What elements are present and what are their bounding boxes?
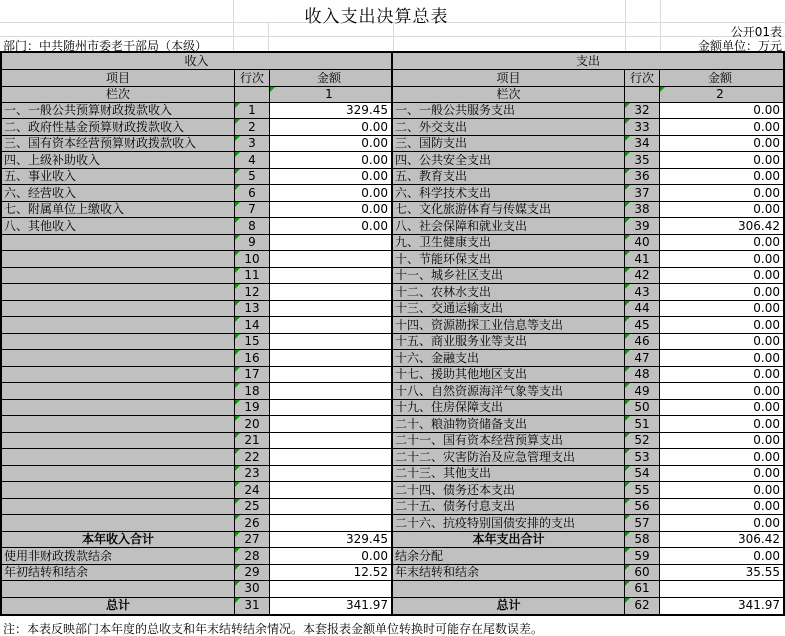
amount-cell[interactable] xyxy=(270,251,391,267)
row-number-cell[interactable]: 48 xyxy=(625,367,660,383)
item-cell[interactable]: 二十、粮油物资储备支出 xyxy=(393,416,625,432)
row-number-cell[interactable]: 29 xyxy=(235,565,270,581)
error-indicator-icon xyxy=(625,268,630,273)
error-indicator-icon xyxy=(235,317,240,322)
item-cell[interactable]: 十九、住房保障支出 xyxy=(393,400,625,416)
row-number-cell[interactable]: 43 xyxy=(625,284,660,300)
error-indicator-icon xyxy=(625,251,630,256)
amount-cell[interactable]: 0.00 xyxy=(270,136,391,152)
row-number-cell[interactable]: 46 xyxy=(625,334,660,350)
item-cell[interactable] xyxy=(2,251,235,267)
error-indicator-icon xyxy=(625,466,630,471)
row-number-cell[interactable]: 15 xyxy=(235,334,270,350)
row-number-cell[interactable]: 11 xyxy=(235,268,270,284)
row-number-cell[interactable]: 1 xyxy=(235,103,270,119)
income-col-item-header[interactable]: 项目 xyxy=(2,70,235,87)
error-indicator-icon xyxy=(625,334,630,339)
item-cell[interactable]: 七、附属单位上缴收入 xyxy=(2,202,235,218)
amount-cell[interactable]: 0.00 xyxy=(660,499,783,515)
row-number-cell[interactable]: 10 xyxy=(235,251,270,267)
row-number-cell[interactable]: 58 xyxy=(625,532,660,548)
error-indicator-icon xyxy=(235,433,240,438)
amount-cell[interactable]: 0.00 xyxy=(270,152,391,168)
item-cell[interactable]: 二十四、债务还本支出 xyxy=(393,482,625,498)
amount-cell[interactable]: 0.00 xyxy=(660,466,783,482)
item-cell[interactable]: 五、事业收入 xyxy=(2,169,235,185)
amount-cell[interactable]: 306.42 xyxy=(660,218,783,234)
amount-cell[interactable]: 329.45 xyxy=(270,532,391,548)
item-cell[interactable]: 十四、资源勘探工业信息等支出 xyxy=(393,317,625,333)
error-indicator-icon xyxy=(235,334,240,339)
item-cell[interactable]: 四、上级补助收入 xyxy=(2,152,235,168)
item-cell[interactable]: 二、外交支出 xyxy=(393,119,625,135)
amount-cell[interactable]: 0.00 xyxy=(660,400,783,416)
row-number-cell[interactable]: 28 xyxy=(235,548,270,564)
error-indicator-icon xyxy=(625,499,630,504)
item-cell[interactable]: 六、经营收入 xyxy=(2,185,235,201)
row-number-cell[interactable]: 19 xyxy=(235,400,270,416)
item-cell[interactable]: 二十二、灾害防治及应急管理支出 xyxy=(393,449,625,465)
error-indicator-icon xyxy=(235,400,240,405)
item-cell[interactable] xyxy=(2,433,235,449)
amount-cell[interactable]: 0.00 xyxy=(660,383,783,399)
row-number-cell[interactable]: 8 xyxy=(235,218,270,234)
error-indicator-icon xyxy=(235,169,240,174)
item-cell[interactable]: 二十三、其他支出 xyxy=(393,466,625,482)
amount-cell[interactable]: 0.00 xyxy=(660,119,783,135)
row-number-cell[interactable]: 49 xyxy=(625,383,660,399)
row-number-cell[interactable]: 44 xyxy=(625,301,660,317)
income-lanci-row-cell[interactable] xyxy=(235,87,270,103)
amount-cell[interactable]: 0.00 xyxy=(270,169,391,185)
amount-cell[interactable] xyxy=(270,334,391,350)
amount-cell[interactable] xyxy=(270,482,391,498)
error-indicator-icon xyxy=(235,301,240,306)
row-number-cell[interactable]: 25 xyxy=(235,499,270,515)
amount-cell[interactable] xyxy=(270,383,391,399)
row-number-cell[interactable]: 35 xyxy=(625,152,660,168)
error-indicator-icon xyxy=(235,499,240,504)
error-indicator-icon xyxy=(625,565,630,570)
amount-cell[interactable] xyxy=(270,466,391,482)
expense-col-item-header[interactable]: 项目 xyxy=(393,70,625,87)
amount-cell[interactable]: 0.00 xyxy=(660,185,783,201)
row-number-cell[interactable]: 56 xyxy=(625,499,660,515)
row-number-cell[interactable]: 57 xyxy=(625,515,660,531)
amount-cell[interactable]: 0.00 xyxy=(270,202,391,218)
row-number-cell[interactable]: 14 xyxy=(235,317,270,333)
item-cell[interactable]: 总计 xyxy=(393,598,625,614)
row-number-cell[interactable]: 41 xyxy=(625,251,660,267)
row-number-cell[interactable]: 20 xyxy=(235,416,270,432)
error-indicator-icon xyxy=(625,416,630,421)
item-cell[interactable]: 三、国防支出 xyxy=(393,136,625,152)
amount-cell[interactable]: 0.00 xyxy=(660,152,783,168)
item-cell[interactable]: 十六、金融支出 xyxy=(393,350,625,366)
page-title: 收入支出决算总表 xyxy=(304,7,449,27)
item-cell[interactable]: 十八、自然资源海洋气象等支出 xyxy=(393,383,625,399)
error-indicator-icon xyxy=(625,581,630,586)
error-indicator-icon xyxy=(235,218,240,223)
item-cell[interactable] xyxy=(2,383,235,399)
item-cell[interactable]: 十五、商业服务业等支出 xyxy=(393,334,625,350)
item-cell[interactable]: 二十五、债务付息支出 xyxy=(393,499,625,515)
error-indicator-icon xyxy=(235,466,240,471)
row-number-cell[interactable]: 55 xyxy=(625,482,660,498)
error-indicator-icon xyxy=(625,103,630,108)
error-indicator-icon xyxy=(235,581,240,586)
error-indicator-icon xyxy=(270,87,275,92)
error-indicator-icon xyxy=(235,482,240,487)
row-number-cell[interactable]: 32 xyxy=(625,103,660,119)
item-cell[interactable]: 十一、城乡社区支出 xyxy=(393,268,625,284)
row-number-cell[interactable]: 23 xyxy=(235,466,270,482)
item-cell[interactable]: 十、节能环保支出 xyxy=(393,251,625,267)
error-indicator-icon xyxy=(235,268,240,273)
error-indicator-icon xyxy=(625,548,630,553)
error-indicator-icon xyxy=(625,136,630,141)
row-number-cell[interactable]: 50 xyxy=(625,400,660,416)
row-number-cell[interactable]: 3 xyxy=(235,136,270,152)
item-cell[interactable]: 二、政府性基金预算财政拨款收入 xyxy=(2,119,235,135)
error-indicator-icon xyxy=(625,119,630,124)
item-cell[interactable] xyxy=(2,482,235,498)
expense-col-index-cell[interactable] xyxy=(660,87,783,103)
row-number-cell[interactable]: 40 xyxy=(625,235,660,251)
error-indicator-icon xyxy=(625,482,630,487)
error-indicator-icon xyxy=(625,185,630,190)
amount-cell[interactable]: 0.00 xyxy=(660,449,783,465)
error-indicator-icon xyxy=(235,152,240,157)
amount-cell[interactable] xyxy=(270,284,391,300)
amount-cell[interactable] xyxy=(270,416,391,432)
expense-col-amount-header[interactable]: 金额 xyxy=(660,70,783,87)
item-cell[interactable]: 本年收入合计 xyxy=(2,532,235,548)
item-cell[interactable] xyxy=(2,367,235,383)
footnote: 注：本表反映部门本年度的总收支和年末结转结余情况。本套报表金额单位转换时可能存在尾数误差。 xyxy=(3,622,544,636)
row-number-cell[interactable]: 4 xyxy=(235,152,270,168)
row-number-cell[interactable]: 26 xyxy=(235,515,270,531)
amount-cell[interactable]: 0.00 xyxy=(270,185,391,201)
item-cell[interactable] xyxy=(2,317,235,333)
item-cell[interactable]: 四、公共安全支出 xyxy=(393,152,625,168)
item-cell[interactable]: 总计 xyxy=(2,598,235,614)
item-cell[interactable]: 使用非财政拨款结余 xyxy=(2,548,235,564)
row-number-cell[interactable]: 60 xyxy=(625,565,660,581)
row-number-cell[interactable]: 13 xyxy=(235,301,270,317)
amount-cell[interactable] xyxy=(270,317,391,333)
item-cell[interactable] xyxy=(2,235,235,251)
error-indicator-icon xyxy=(625,169,630,174)
row-number-cell[interactable]: 51 xyxy=(625,416,660,432)
row-number-cell[interactable]: 47 xyxy=(625,350,660,366)
amount-cell[interactable]: 0.00 xyxy=(660,515,783,531)
item-cell[interactable] xyxy=(2,334,235,350)
error-indicator-icon xyxy=(235,251,240,256)
item-cell[interactable]: 二十一、国有资本经营预算支出 xyxy=(393,433,625,449)
row-number-cell[interactable]: 33 xyxy=(625,119,660,135)
amount-cell[interactable]: 0.00 xyxy=(660,235,783,251)
item-cell[interactable]: 六、科学技术支出 xyxy=(393,185,625,201)
row-number-cell[interactable]: 52 xyxy=(625,433,660,449)
row-number-cell[interactable]: 5 xyxy=(235,169,270,185)
error-indicator-icon xyxy=(235,136,240,141)
item-cell[interactable]: 二十六、抗疫特别国债安排的支出 xyxy=(393,515,625,531)
amount-cell[interactable]: 0.00 xyxy=(660,433,783,449)
amount-cell[interactable]: 0.00 xyxy=(660,416,783,432)
row-number-cell[interactable]: 39 xyxy=(625,218,660,234)
amount-cell[interactable]: 341.97 xyxy=(270,598,391,614)
amount-cell[interactable] xyxy=(270,499,391,515)
item-cell[interactable]: 年初结转和结余 xyxy=(2,565,235,581)
row-number-cell[interactable]: 2 xyxy=(235,119,270,135)
error-indicator-icon xyxy=(625,383,630,388)
amount-cell[interactable] xyxy=(270,367,391,383)
error-indicator-icon xyxy=(625,284,630,289)
amount-cell[interactable] xyxy=(270,235,391,251)
row-number-cell[interactable]: 61 xyxy=(625,581,660,597)
amount-cell[interactable]: 0.00 xyxy=(660,103,783,119)
item-cell[interactable]: 十二、农林水支出 xyxy=(393,284,625,300)
error-indicator-icon xyxy=(235,532,240,537)
amount-cell[interactable]: 0.00 xyxy=(660,136,783,152)
amount-cell[interactable]: 0.00 xyxy=(660,251,783,267)
item-cell[interactable]: 三、国有资本经营预算财政拨款收入 xyxy=(2,136,235,152)
row-number-cell[interactable]: 45 xyxy=(625,317,660,333)
error-indicator-icon xyxy=(235,416,240,421)
item-cell[interactable] xyxy=(2,268,235,284)
amount-cell[interactable] xyxy=(270,515,391,531)
error-indicator-icon xyxy=(660,87,665,92)
error-indicator-icon xyxy=(625,317,630,322)
amount-cell[interactable] xyxy=(270,400,391,416)
item-cell[interactable]: 结余分配 xyxy=(393,548,625,564)
item-cell[interactable]: 十三、交通运输支出 xyxy=(393,301,625,317)
error-indicator-icon xyxy=(235,185,240,190)
item-cell[interactable]: 七、文化旅游体育与传媒支出 xyxy=(393,202,625,218)
item-cell[interactable]: 五、教育支出 xyxy=(393,169,625,185)
row-number-cell[interactable]: 24 xyxy=(235,482,270,498)
error-indicator-icon xyxy=(625,235,630,240)
error-indicator-icon xyxy=(235,350,240,355)
item-cell[interactable]: 九、卫生健康支出 xyxy=(393,235,625,251)
row-number-cell[interactable]: 18 xyxy=(235,383,270,399)
income-section xyxy=(2,53,393,614)
item-cell[interactable] xyxy=(2,400,235,416)
income-col-row-header[interactable]: 行次 xyxy=(235,70,270,87)
item-cell[interactable]: 一、一般公共服务支出 xyxy=(393,103,625,119)
amount-cell[interactable]: 0.00 xyxy=(270,119,391,135)
expense-col-row-header[interactable]: 行次 xyxy=(625,70,660,87)
error-indicator-icon xyxy=(625,400,630,405)
row-number-cell[interactable]: 30 xyxy=(235,581,270,597)
expense-lanci-cell[interactable]: 栏次 xyxy=(393,87,625,103)
expense-section xyxy=(393,53,783,614)
amount-cell[interactable] xyxy=(270,449,391,465)
amount-cell[interactable]: 0.00 xyxy=(660,169,783,185)
error-indicator-icon xyxy=(625,301,630,306)
error-indicator-icon xyxy=(625,202,630,207)
error-indicator-icon xyxy=(625,449,630,454)
item-cell[interactable] xyxy=(2,515,235,531)
income-lanci-cell[interactable]: 栏次 xyxy=(2,87,235,103)
income-col-amount-header[interactable]: 金额 xyxy=(270,70,391,87)
row-number-cell[interactable]: 16 xyxy=(235,350,270,366)
row-number-cell[interactable]: 38 xyxy=(625,202,660,218)
item-cell[interactable] xyxy=(2,350,235,366)
error-indicator-icon xyxy=(235,548,240,553)
error-indicator-icon xyxy=(625,433,630,438)
income-col-index: 1 xyxy=(325,87,333,102)
amount-cell[interactable]: 0.00 xyxy=(270,548,391,564)
error-indicator-icon xyxy=(625,350,630,355)
amount-cell[interactable]: 0.00 xyxy=(660,350,783,366)
item-cell[interactable] xyxy=(2,581,235,597)
error-indicator-icon xyxy=(235,367,240,372)
row-number-cell[interactable]: 42 xyxy=(625,268,660,284)
error-indicator-icon xyxy=(235,515,240,520)
amount-cell[interactable] xyxy=(270,433,391,449)
error-indicator-icon xyxy=(235,235,240,240)
amount-cell[interactable] xyxy=(660,581,783,597)
item-cell[interactable]: 八、社会保障和就业支出 xyxy=(393,218,625,234)
budget-summary-table xyxy=(0,51,785,616)
error-indicator-icon xyxy=(235,565,240,570)
amount-cell[interactable]: 306.42 xyxy=(660,532,783,548)
amount-cell[interactable] xyxy=(270,350,391,366)
error-indicator-icon xyxy=(625,598,630,603)
item-cell[interactable] xyxy=(2,284,235,300)
row-number-cell[interactable]: 17 xyxy=(235,367,270,383)
expense-lanci-row-cell[interactable] xyxy=(625,87,660,103)
amount-cell[interactable]: 35.55 xyxy=(660,565,783,581)
error-indicator-icon xyxy=(625,218,630,223)
row-number-cell[interactable]: 37 xyxy=(625,185,660,201)
row-number-cell[interactable]: 12 xyxy=(235,284,270,300)
error-indicator-icon xyxy=(235,383,240,388)
error-indicator-icon xyxy=(235,284,240,289)
amount-cell[interactable]: 0.00 xyxy=(660,548,783,564)
amount-cell[interactable]: 0.00 xyxy=(270,218,391,234)
amount-cell[interactable]: 329.45 xyxy=(270,103,391,119)
item-cell[interactable] xyxy=(2,416,235,432)
row-number-cell[interactable]: 62 xyxy=(625,598,660,614)
expense-section-header[interactable]: 支出 xyxy=(393,53,783,70)
amount-cell[interactable]: 0.00 xyxy=(660,334,783,350)
amount-cell[interactable]: 0.00 xyxy=(660,202,783,218)
row-number-cell[interactable]: 22 xyxy=(235,449,270,465)
row-number-cell[interactable]: 34 xyxy=(625,136,660,152)
row-number-cell[interactable]: 59 xyxy=(625,548,660,564)
amount-cell[interactable]: 0.00 xyxy=(660,482,783,498)
amount-cell[interactable] xyxy=(270,301,391,317)
error-indicator-icon xyxy=(625,515,630,520)
amount-cell[interactable]: 0.00 xyxy=(660,284,783,300)
row-number-cell[interactable]: 31 xyxy=(235,598,270,614)
row-number-cell[interactable]: 53 xyxy=(625,449,660,465)
item-cell[interactable]: 一、一般公共预算财政拨款收入 xyxy=(2,103,235,119)
error-indicator-icon xyxy=(625,152,630,157)
error-indicator-icon xyxy=(625,532,630,537)
amount-cell[interactable]: 341.97 xyxy=(660,598,783,614)
item-cell[interactable]: 年末结转和结余 xyxy=(393,565,625,581)
department-label: 部门：中共随州市委老干部局（本级） xyxy=(3,39,208,53)
income-section-header[interactable]: 收入 xyxy=(2,53,391,70)
row-number-cell[interactable]: 7 xyxy=(235,202,270,218)
item-cell[interactable] xyxy=(393,581,625,597)
row-number-cell[interactable]: 21 xyxy=(235,433,270,449)
row-number-cell[interactable]: 54 xyxy=(625,466,660,482)
item-cell[interactable]: 十七、援助其他地区支出 xyxy=(393,367,625,383)
item-cell[interactable] xyxy=(2,301,235,317)
item-cell[interactable] xyxy=(2,466,235,482)
table-code-label: 公开01表 xyxy=(730,25,782,39)
error-indicator-icon xyxy=(235,202,240,207)
amount-cell[interactable]: 0.00 xyxy=(660,367,783,383)
amount-cell[interactable]: 0.00 xyxy=(660,301,783,317)
row-number-cell[interactable]: 9 xyxy=(235,235,270,251)
error-indicator-icon xyxy=(235,103,240,108)
error-indicator-icon xyxy=(235,119,240,124)
error-indicator-icon xyxy=(235,598,240,603)
income-col-index-cell[interactable] xyxy=(270,87,391,103)
amount-cell[interactable] xyxy=(270,268,391,284)
row-number-cell[interactable]: 6 xyxy=(235,185,270,201)
amount-cell[interactable]: 0.00 xyxy=(660,317,783,333)
item-cell[interactable]: 八、其他收入 xyxy=(2,218,235,234)
item-cell[interactable] xyxy=(2,499,235,515)
amount-cell[interactable]: 12.52 xyxy=(270,565,391,581)
expense-col-index: 2 xyxy=(716,87,724,102)
amount-cell[interactable] xyxy=(270,581,391,597)
item-cell[interactable]: 本年支出合计 xyxy=(393,532,625,548)
amount-unit-label: 金额单位：万元 xyxy=(697,39,782,53)
item-cell[interactable] xyxy=(2,449,235,465)
amount-cell[interactable]: 0.00 xyxy=(660,268,783,284)
error-indicator-icon xyxy=(235,449,240,454)
error-indicator-icon xyxy=(625,367,630,372)
row-number-cell[interactable]: 36 xyxy=(625,169,660,185)
row-number-cell[interactable]: 27 xyxy=(235,532,270,548)
